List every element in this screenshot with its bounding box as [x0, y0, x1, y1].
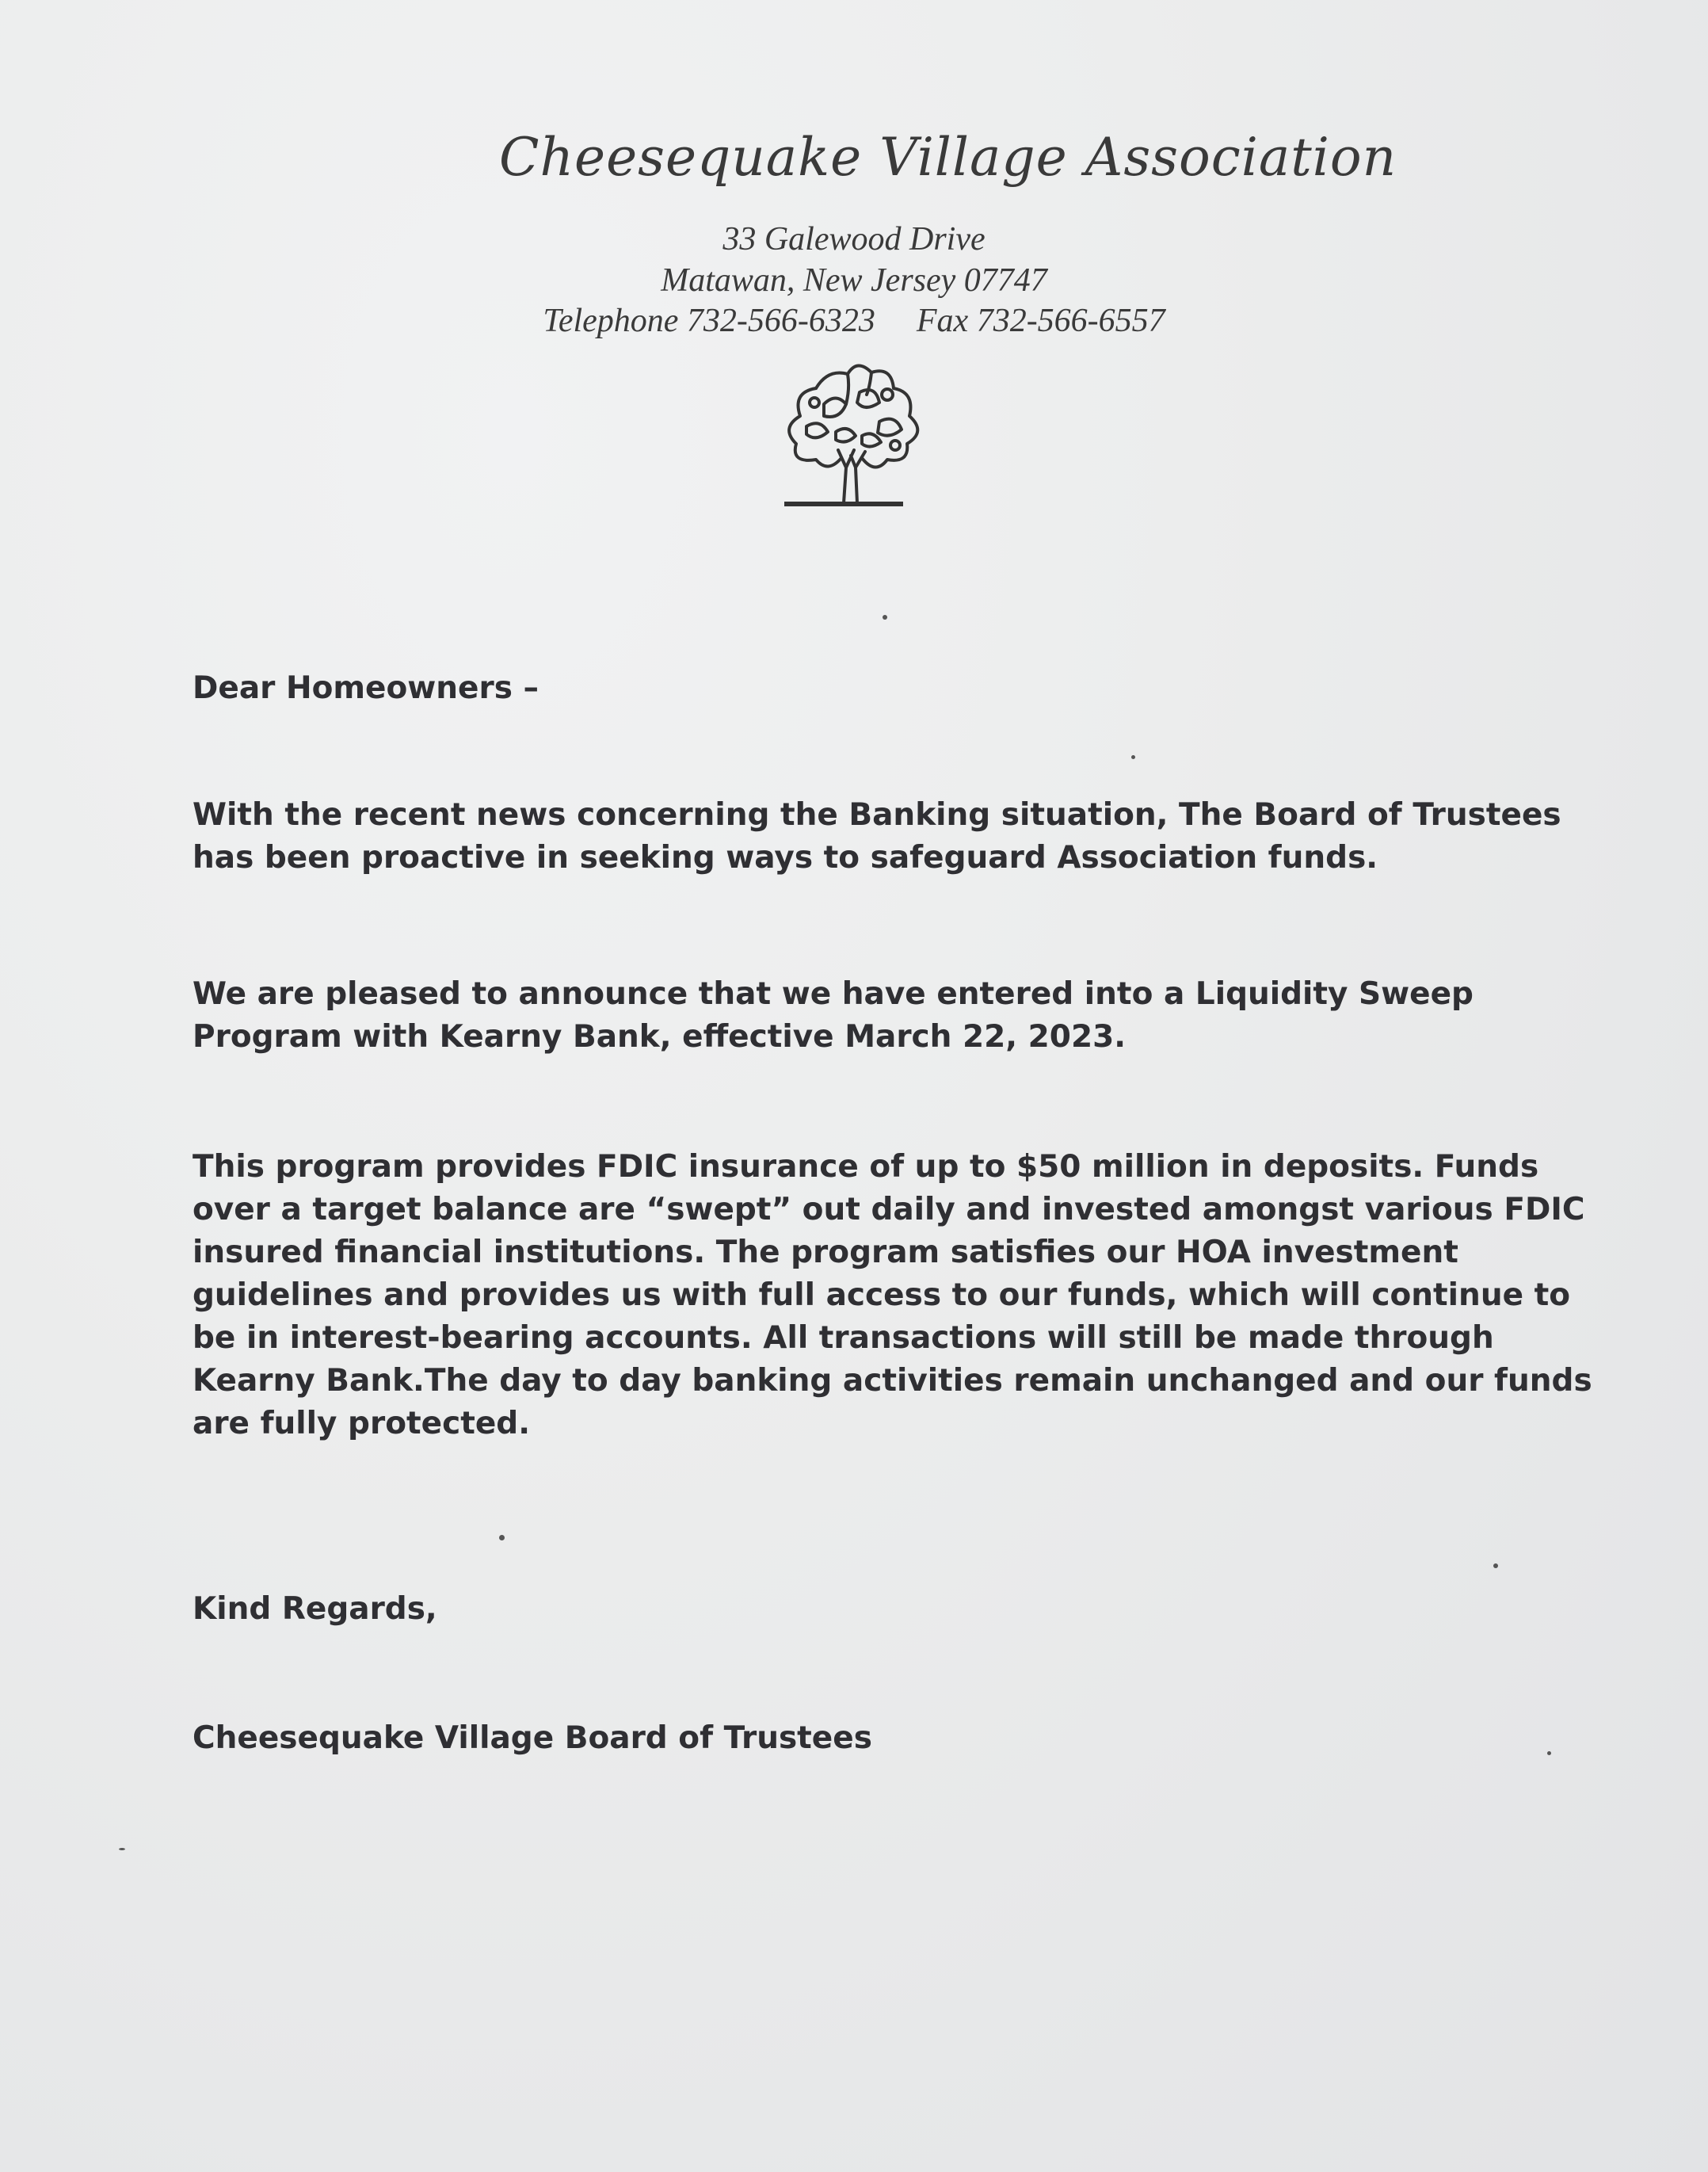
paper-speck: [1547, 1751, 1551, 1755]
closing: Kind Regards,: [193, 1591, 437, 1627]
paragraph-3: [193, 1146, 1592, 1445]
salutation: Dear Homeowners –: [193, 670, 539, 706]
paragraph-1-line: has been proactive in seeking ways to safeguard Association funds.: [193, 840, 1378, 876]
signature: Cheesequake Village Board of Trustees: [193, 1720, 872, 1756]
paragraph-3-line: Kearny Bank.The day to day banking activities remain unchanged and our funds: [193, 1363, 1592, 1399]
paragraph-3-line: guidelines and provides us with full access to our funds, which will continue to: [193, 1277, 1571, 1313]
paragraph-2-line: We are pleased to announce that we have entered into a Liquidity Sweep: [193, 976, 1474, 1012]
paragraph-3-line: This program provides FDIC insurance of up to $50 million in deposits. Funds: [193, 1149, 1539, 1185]
paper-speck: [883, 615, 887, 620]
org-name: Cheesequake Village Association: [499, 127, 1397, 188]
paragraph-3-line: are fully protected.: [193, 1406, 531, 1441]
paragraph-3-line: be in interest-bearing accounts. All transactions will still be made through: [193, 1320, 1494, 1356]
paragraph-2: [193, 973, 1474, 1059]
paper-speck: [1131, 755, 1135, 759]
tree-icon: [768, 357, 935, 511]
paragraph-3-line: over a target balance are “swept” out daily and invested amongst various FDIC: [193, 1192, 1585, 1227]
contact-line: [0, 302, 1708, 340]
paragraph-1-line: With the recent news concerning the Banking situation, The Board of Trustees: [193, 797, 1561, 833]
paper-speck: [1493, 1563, 1498, 1568]
paragraph-3-line: insured financial institutions. The program satisfies our HOA investment: [193, 1235, 1458, 1270]
paper-speck: [119, 1848, 125, 1850]
fax-number: Fax 732-566-6557: [916, 303, 1165, 339]
telephone-number: Telephone 732-566-6323: [543, 303, 875, 339]
paragraph-1: [193, 794, 1561, 880]
paragraph-2-line: Program with Kearny Bank, effective March 22, 2023.: [193, 1019, 1127, 1055]
address-line-1: 33 Galewood Drive: [722, 221, 986, 258]
address-line-2: Matawan, New Jersey 07747: [661, 262, 1047, 299]
paper-speck: [499, 1535, 505, 1540]
